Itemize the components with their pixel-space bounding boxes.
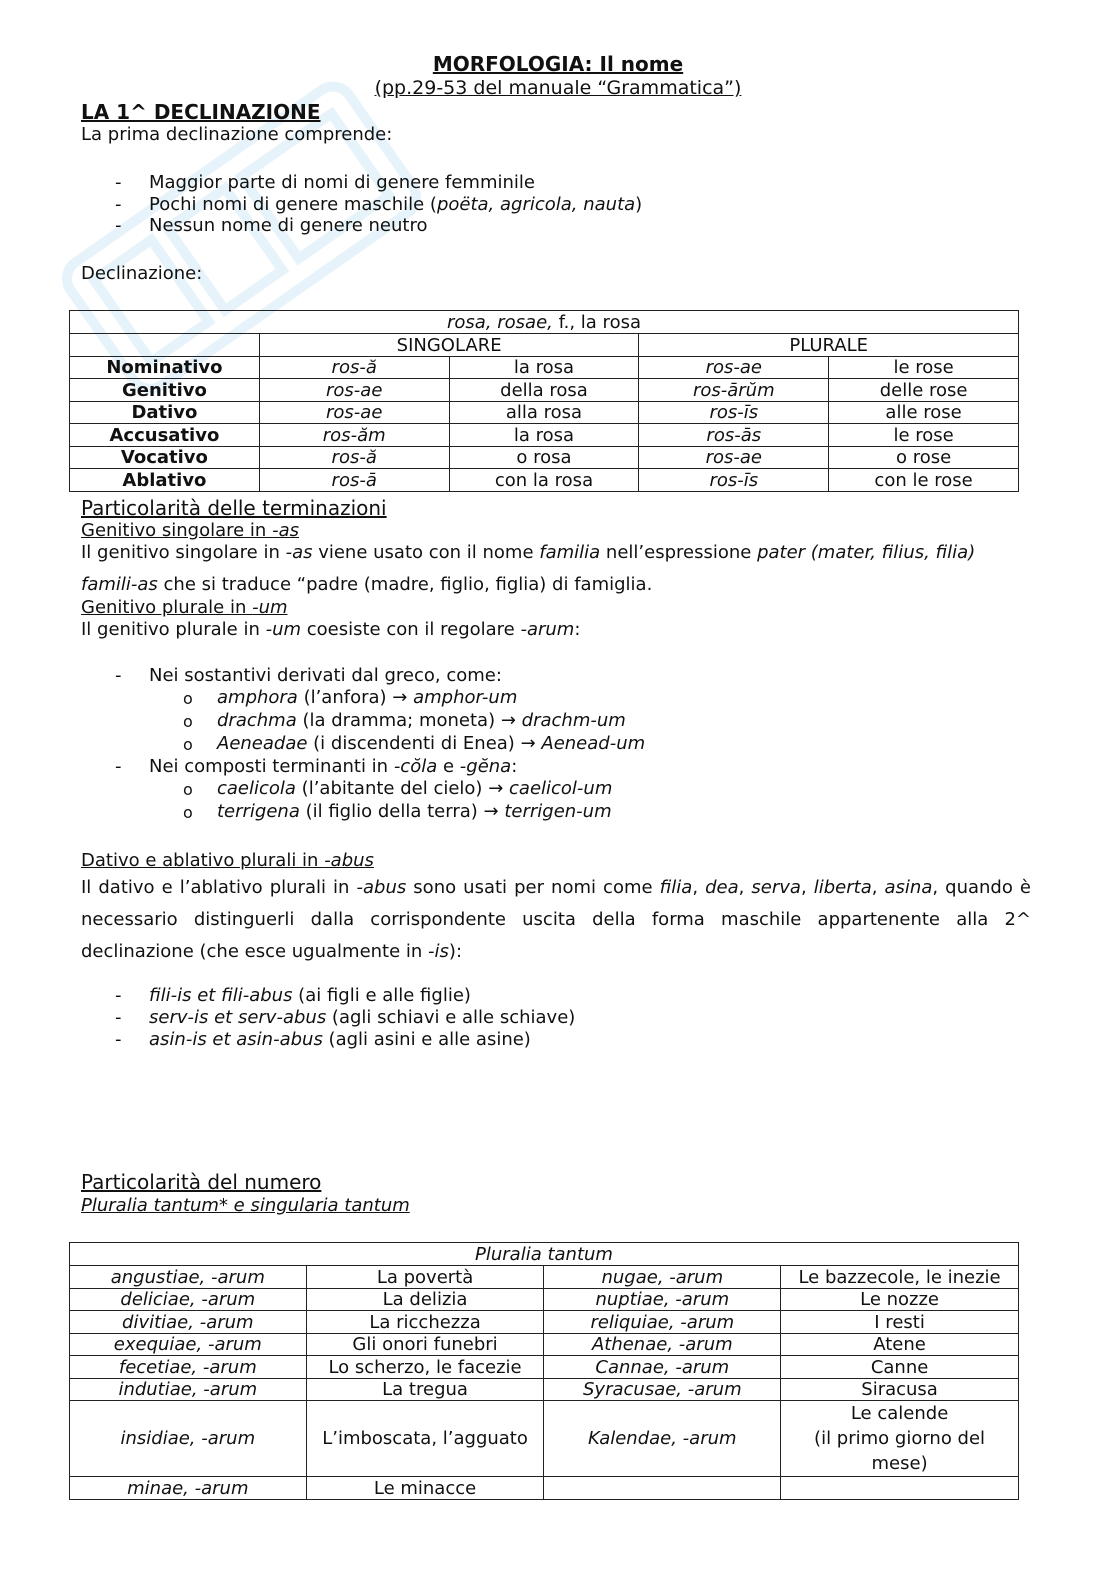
translation-cell: delle rose (829, 379, 1019, 402)
list-item: drachma (la dramma; moneta) → drachm-um (217, 710, 626, 731)
latin-cell: indutiae, -arum (70, 1379, 307, 1401)
translation-cell: Siracusa (781, 1379, 1019, 1401)
list-item: Maggior parte di nomi di genere femminile (149, 172, 535, 193)
translation-cell: o rose (829, 447, 1019, 469)
translation-cell: Atene (781, 1334, 1019, 1356)
latin-cell: insidiae, -arum (70, 1401, 307, 1477)
latin-cell: Kalendae, -arum (544, 1401, 781, 1477)
pluralia-tantum-table (69, 1242, 1019, 1500)
translation-cell: Gli onori funebri (306, 1334, 544, 1356)
table-row (70, 469, 1019, 492)
table-corner (70, 334, 260, 357)
table-row (70, 1356, 1019, 1379)
form-cell: ros-īs (639, 402, 829, 424)
translation-cell: con le rose (829, 469, 1019, 492)
table-row (70, 424, 1019, 447)
subheading-gen-sing: Genitivo singolare in -as (81, 520, 299, 541)
form-cell: ros-ăm (259, 424, 449, 447)
latin-cell: Cannae, -arum (544, 1356, 781, 1379)
list-dash: - (115, 172, 122, 193)
list-item: Nei sostantivi derivati dal greco, come: (149, 665, 502, 686)
form-cell: ros-īs (639, 469, 829, 492)
intro-text: La prima declinazione comprende: (81, 124, 393, 145)
latin-cell: fecetiae, -arum (70, 1356, 307, 1379)
list-dash: - (115, 215, 122, 236)
table-row (70, 1401, 1019, 1477)
latin-cell: nuptiae, -arum (544, 1289, 781, 1311)
latin-cell (544, 1477, 781, 1500)
translation-cell: Le bazzecole, le inezie (781, 1266, 1019, 1289)
paragraph-gen-pl: Il genitivo plurale in -um coesiste con il regolare -arum: (81, 619, 581, 640)
translation-cell: Le minacce (306, 1477, 544, 1500)
list-item: asin-is et asin-abus (agli asini e alle asine) (149, 1029, 531, 1050)
translation-cell: le rose (829, 357, 1019, 379)
list-dash: - (115, 194, 122, 215)
list-dash: - (115, 985, 122, 1006)
latin-cell: reliquiae, -arum (544, 1311, 781, 1334)
latin-cell: deliciae, -arum (70, 1289, 307, 1311)
form-cell: ros-ārŭm (639, 379, 829, 402)
translation-cell (781, 1477, 1019, 1500)
form-cell: ros-ă (259, 357, 449, 379)
translation-cell: Canne (781, 1356, 1019, 1379)
paragraph-gen-sing-line1: Il genitivo singolare in -as viene usato con il nome familia nell’espressione pater (mater, filius, filia) (81, 542, 976, 563)
section-heading-number: Particolarità del numero (81, 1170, 322, 1194)
page-title: MORFOLOGIA: Il nome (432, 52, 684, 76)
case-name: Dativo (70, 402, 260, 424)
case-name: Genitivo (70, 379, 260, 402)
list-item: amphora (l’anfora) → amphor-um (217, 687, 518, 708)
latin-cell: minae, -arum (70, 1477, 307, 1500)
translation-cell: La delizia (306, 1289, 544, 1311)
latin-cell: nugae, -arum (544, 1266, 781, 1289)
translation-cell: della rosa (449, 379, 639, 402)
sub-bullet: o (183, 689, 193, 708)
translation-cell: L’imboscata, l’agguato (306, 1401, 544, 1477)
form-cell: ros-ă (259, 447, 449, 469)
latin-cell: Athenae, -arum (544, 1334, 781, 1356)
translation-cell: le rose (829, 424, 1019, 447)
form-cell: ros-ae (259, 402, 449, 424)
translation-cell: Lo scherzo, le facezie (306, 1356, 544, 1379)
arrow-icon: → (520, 733, 536, 754)
arrow-icon: → (488, 778, 504, 799)
subheading-gen-pl: Genitivo plurale in -um (81, 597, 288, 618)
table-row (70, 1311, 1019, 1334)
translation-cell: la rosa (449, 357, 639, 379)
rosa-declension-table (69, 310, 1019, 492)
form-cell: ros-ā (259, 469, 449, 492)
list-item: Aeneadae (i discendenti di Enea) → Aenead-um (217, 733, 646, 754)
list-dash: - (115, 1029, 122, 1050)
column-header-plural: PLURALE (639, 334, 1019, 357)
table-row (70, 402, 1019, 424)
sub-bullet: o (183, 803, 193, 822)
table-row (70, 1289, 1019, 1311)
arrow-icon: → (500, 710, 516, 731)
translation-cell: con la rosa (449, 469, 639, 492)
section-heading-terminations: Particolarità delle terminazioni (81, 496, 387, 520)
latin-cell: divitiae, -arum (70, 1311, 307, 1334)
translation-cell: La povertà (306, 1266, 544, 1289)
arrow-icon: → (392, 687, 408, 708)
paragraph-gen-sing-line2: famili-as che si traduce “padre (madre, figlio, figlia) di famiglia. (81, 574, 653, 595)
form-cell: ros-ae (259, 379, 449, 402)
form-cell: ros-ae (639, 447, 829, 469)
column-header-singular: SINGOLARE (259, 334, 639, 357)
list-item: Nessun nome di genere neutro (149, 215, 428, 236)
table-row (70, 357, 1019, 379)
list-dash: - (115, 1007, 122, 1028)
subheading-dat-abl: Dativo e ablativo plurali in -abus (81, 850, 374, 871)
table-row (70, 447, 1019, 469)
case-name: Vocativo (70, 447, 260, 469)
table-row (70, 1266, 1019, 1289)
sub-bullet: o (183, 735, 193, 754)
section-heading-decl1: LA 1^ DECLINAZIONE (81, 100, 321, 124)
translation-cell: I resti (781, 1311, 1019, 1334)
list-dash: - (115, 756, 122, 777)
sub-bullet: o (183, 780, 193, 799)
translation-cell: Le nozze (781, 1289, 1019, 1311)
case-name: Accusativo (70, 424, 260, 447)
case-name: Ablativo (70, 469, 260, 492)
translation-cell: alla rosa (449, 402, 639, 424)
form-cell: ros-ās (639, 424, 829, 447)
translation-cell: La ricchezza (306, 1311, 544, 1334)
table-caption: rosa, rosae, f., la rosa (70, 311, 1019, 334)
form-cell: ros-ae (639, 357, 829, 379)
latin-cell: exequiae, -arum (70, 1334, 307, 1356)
table-row (70, 379, 1019, 402)
table-row (70, 1477, 1019, 1500)
sub-bullet: o (183, 712, 193, 731)
subheading-pluralia: Pluralia tantum* e singularia tantum (81, 1195, 410, 1216)
list-item: fili-is et fili-abus (ai figli e alle figlie) (149, 985, 471, 1006)
table-row (70, 1334, 1019, 1356)
translation-cell: La tregua (306, 1379, 544, 1401)
paragraph-dat-abl: Il dativo e l’ablativo plurali in -abus sono usati per nomi come filia, dea, serva, liberta, asina, quando è necessario distinguerli dalla corrispondente uscita della forma maschile appartenente alla 2^ declinazione (che esce ugualmente in -is): (81, 877, 1031, 962)
case-name: Nominativo (70, 357, 260, 379)
table-caption: Pluralia tantum (70, 1243, 1019, 1266)
list-item: terrigena (il figlio della terra) → terrigen-um (217, 801, 612, 822)
translation-cell: alle rose (829, 402, 1019, 424)
list-item: caelicola (l’abitante del cielo) → caelicol-um (217, 778, 613, 799)
list-item: Pochi nomi di genere maschile (poëta, agricola, nauta) (149, 194, 643, 215)
list-item: serv-is et serv-abus (agli schiavi e alle schiave) (149, 1007, 576, 1028)
translation-cell: Le calende (il primo giorno del mese) (781, 1401, 1019, 1477)
arrow-icon: → (483, 801, 499, 822)
list-dash: - (115, 665, 122, 686)
page-subtitle: (pp.29-53 del manuale “Grammatica”) (374, 77, 742, 99)
list-item: Nei composti terminanti in -cŏla e -gĕna: (149, 756, 518, 777)
latin-cell: Syracusae, -arum (544, 1379, 781, 1401)
table-row (70, 1379, 1019, 1401)
translation-cell: la rosa (449, 424, 639, 447)
declension-label: Declinazione: (81, 263, 203, 284)
latin-cell: angustiae, -arum (70, 1266, 307, 1289)
translation-cell: o rosa (449, 447, 639, 469)
